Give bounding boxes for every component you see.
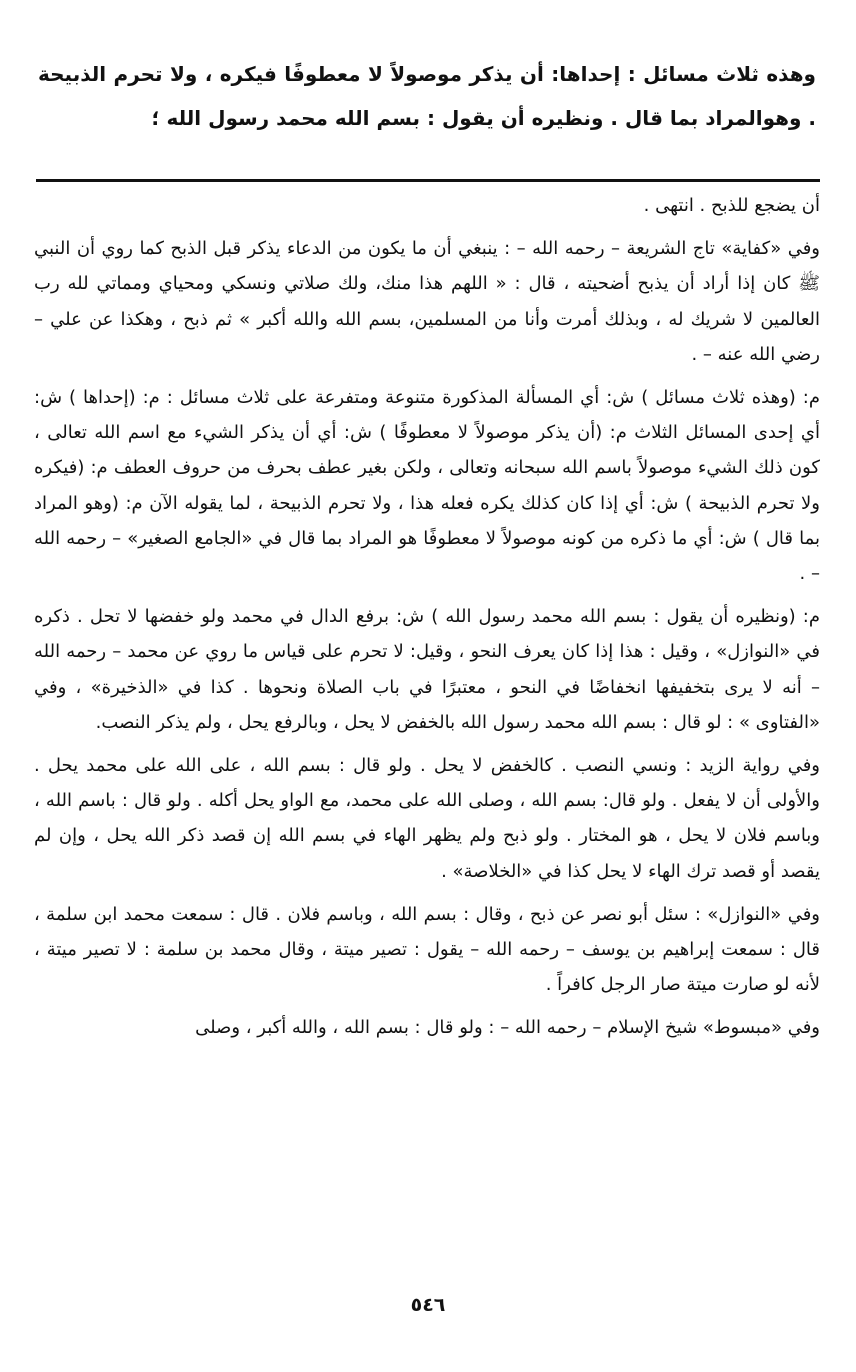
separator-rule — [36, 179, 820, 182]
commentary-paragraph: أن يضجع للذبح . انتهى . — [643, 195, 820, 216]
page-number: ٥٤٦ — [410, 1294, 446, 1316]
commentary-paragraph: م: (وهذه ثلاث مسائل ) ش: أي المسألة المذكورة متنوعة ومتفرعة على ثلاث مسائل : م: (إحداها ) ش: أي إحدى المسائل الثلاث م: (أن يذكر موصولاً لا معطوفًا ) ش: أي أن يذكر الشيء مع اسم الله تعالى ، كون ذلك الشيء موصولاً باسم الله سبحانه وتعالى ، ولكن بغير عطف بحرف من حروف العطف م: (فيكره ولا تحرم الذبيحة ) ش: أي إذا كان كذلك يكره فعله هذا ، ولا تحرم الذبيحة ، لما يقوله الآن م: (وهو المراد بما قال ) ش: أي ما ذكره من كونه موصولاً لا معطوفًا هو المراد بما قال في «الجامع الصغير» – رحمه الله – . — [34, 387, 820, 585]
commentary — [34, 188, 820, 1054]
commentary-paragraph: وفي «مبسوط» شيخ الإسلام – رحمه الله – : ولو قال : بسم الله ، والله أكبر ، وصلى — [195, 1017, 820, 1039]
commentary-paragraph: م: (ونظيره أن يقول : بسم الله محمد رسول الله ) ش: برفع الدال في محمد ولو خفضها لا تحل . ذكره في «النوازل» ، وقيل : هذا إذا كان يعرف النحو ، وقيل: لا تحرم على قياس ما روي عن محمد – رحمه الله – أنه لا يرى بتخفيفها انخفاضًا في النحو ، معتبرًا في باب الصلاة ونحوها . كذا في «الذخيرة» ، وفي «الفتاوى » : لو قال : بسم الله محمد رسول الله بالخفض لا يحل ، وبالرفع يحل ، ولم يذكر النصب. — [34, 606, 820, 733]
commentary-paragraph: وفي «كفاية» تاج الشريعة – رحمه الله – : ينبغي أن ما يكون من الدعاء يذكر قبل الذبح كما روي أن النبي ﷺ كان إذا أراد أن يذبح أضحيته ، قال : « اللهم هذا منك، ولك صلاتي ونسكي ومحياي ومماتي لله رب العالمين لا شريك له ، وبذلك أمرت وأنا من المسلمين، بسم الله والله أكبر » ثم ذبح ، وهكذا عن علي – رضي الله عنه – . — [34, 238, 820, 365]
matn-text: وهذه ثلاث مسائل : إحداها: أن يذكر موصولاً لا معطوفًا فيكره ، ولا تحرم الذبيحة . وهوالمراد بما قال . ونظيره أن يقول : بسم الله محمد رسول الله ؛ — [38, 62, 816, 130]
commentary-paragraph: وفي «النوازل» : سئل أبو نصر عن ذبح ، وقال : بسم الله ، وباسم فلان . قال : سمعت محمد ابن سلمة ، قال : سمعت إبراهيم بن يوسف – رحمه الله – يقول : تصير ميتة ، وقال محمد بن سلمة : لا تصير ميتة ، لأنه لو صارت ميتة صار الرجل كافراً . — [34, 903, 820, 996]
commentary-paragraph: وفي رواية الزيد : ونسي النصب . كالخفض لا يحل . ولو قال : بسم الله ، على الله على محمد يحل . والأولى أن لا يفعل . ولو قال: بسم الله ، وصلى الله على محمد، مع الواو يحل أكله . ولو قال : باسم الله ، وباسم فلان لا يحل ، هو المختار . ولو ذبح ولم يظهر الهاء في بسم الله إن قصد ذكر الله يحل ، وإن لم يقصد أو قصد ترك الهاء لا يحل كذا في «الخلاصة» . — [34, 755, 820, 882]
